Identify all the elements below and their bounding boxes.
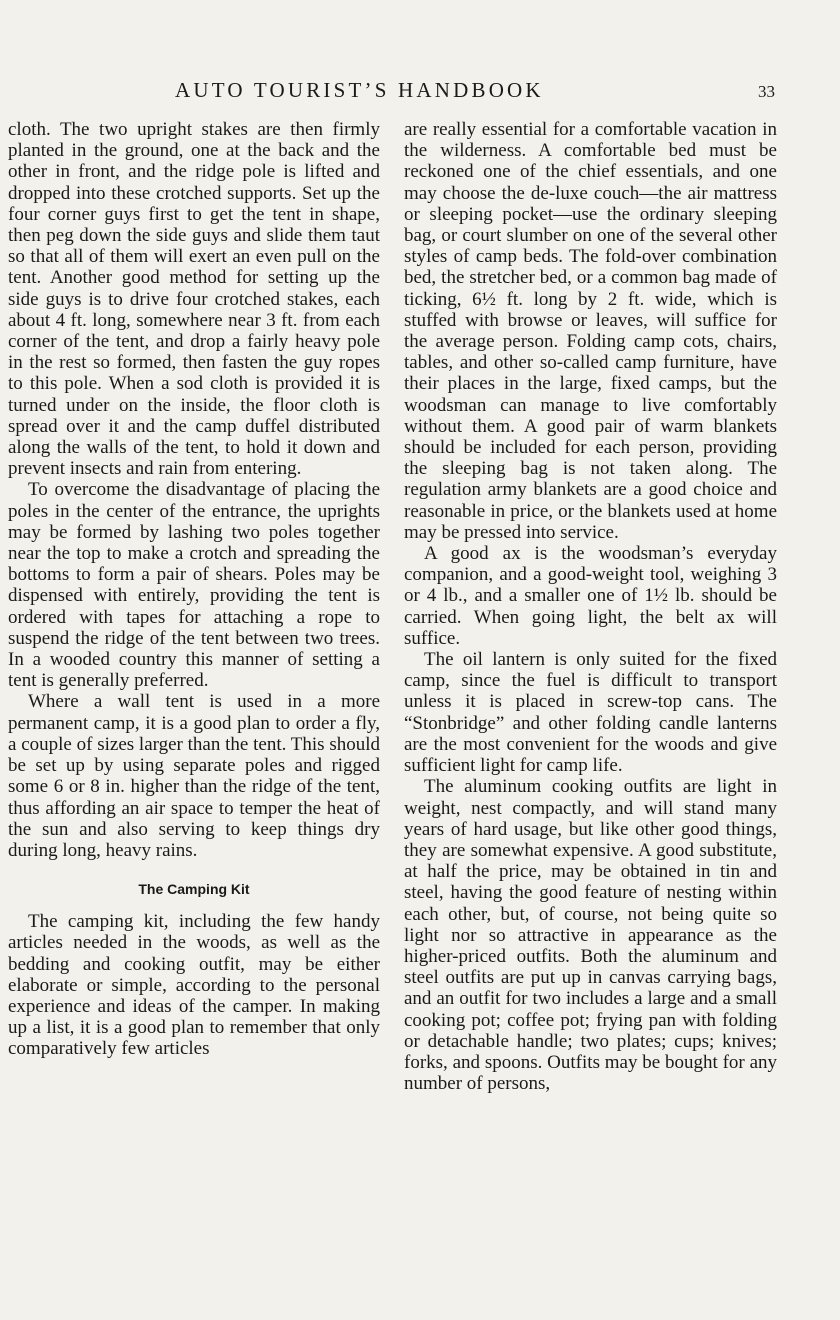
paragraph-lanterns: The oil lantern is only suited for the fixed camp, since the fuel is difficult to transport unless it is placed in screw-top cans. The “Stonbridge” and other folding candle lanterns are the most convenient for the woods and give sufficient light for camp life. <box>404 649 777 777</box>
paragraph-beds-blankets: are really essential for a comfortable vacation in the wilderness. A comfortable bed must be reckoned one of the chief essentials, and one may choose the de-luxe couch—the air mattress or sleeping pocket—use the ordinary sleeping bag, or court slumber on one of the several other styles of camp beds. The fold-over combination bed, the stretcher bed, or a common bag made of ticking, 6½ ft. long by 2 ft. wide, which is stuffed with browse or leaves, will suffice for the average person. Folding camp cots, chairs, tables, and other so-called camp furniture, have their places in the large, fixed camps, but the woodsman can manage to live comfortably without them. A good pair of warm blankets should be included for each person, providing the sleeping bag is not taken along. The regulation army blankets are a good choice and reasonable in price, or the blankets used at home may be pressed into service. <box>404 119 777 543</box>
page-number: 33 <box>758 82 775 101</box>
right-column <box>404 119 777 1094</box>
page-header <box>0 78 840 108</box>
paragraph-wall-tent-fly: Where a wall tent is used in a more permanent camp, it is a good plan to order a fly, a couple of sizes larger than the tent. This should be set up by using separate poles and rigged some 6 or 8 in. higher than the ridge of the tent, thus affording an air space to temper the heat of the sun and also serving to keep things dry during long, heavy rains. <box>8 691 380 861</box>
paragraph-poles-entrance: To overcome the disadvantage of placing the poles in the center of the entrance, the uprights may be formed by lashing two poles together near the top to make a crotch and spreading the bottoms to form a pair of shears. Poles may be dispensed with entirely, providing the tent is ordered with tapes for attaching a rope to suspend the ridge of the tent between two trees. In a wooded country this manner of setting a tent is generally preferred. <box>8 479 380 692</box>
left-column <box>8 119 380 1060</box>
paragraph-pitching-tent: cloth. The two upright stakes are then firmly planted in the ground, one at the back and the other in front, and the ridge pole is lifted and dropped into these crotched supports. Set up the four corner guys first to get the tent in shape, then peg down the side guys and slide them taut so that all of them will exert an even pull on the tent. Another good method for setting up the side guys is to drive four crotched stakes, each about 4 ft. long, somewhere near 3 ft. from each corner of the tent, and drop a fairly heavy pole in the rest so formed, then fasten the guy ropes to this pole. When a sod cloth is provided it is turned under on the inside, the floor cloth is spread over it and the camp duffel distributed along the walls of the tent, to hold it down and prevent insects and rain from entering. <box>8 119 380 480</box>
paragraph-camping-kit: The camping kit, including the few handy articles needed in the woods, as well as the bedding and cooking outfit, may be either elaborate or simple, according to the personal experience and ideas of the camper. In making up a list, it is a good plan to remember that only comparatively few articles <box>8 911 380 1060</box>
paragraph-cooking-outfits: The aluminum cooking outfits are light in weight, nest compactly, and will stand many years of hard usage, but like other good things, they are somewhat expensive. A good substitute, at half the price, may be obtained in tin and steel, having the good feature of nesting within each other, but, of course, not being quite so light nor so attractive in appearance as the higher-priced outfits. Both the aluminum and steel outfits are put up in canvas carrying bags, and an outfit for two includes a large and a small cooking pot; coffee pot; frying pan with folding or detachable handle; two plates; cups; knives; forks, and spoons. Outfits may be bought for any number of persons, <box>404 776 777 1095</box>
paragraph-ax: A good ax is the woodsman’s everyday companion, and a good-weight tool, weighing 3 or 4 lb., and a smaller one of 1½ lb. should be carried. When going light, the belt ax will suffice. <box>404 543 777 649</box>
running-title: AUTO TOURIST’S HANDBOOK <box>175 78 544 102</box>
section-heading-camping-kit: The Camping Kit <box>138 881 250 898</box>
